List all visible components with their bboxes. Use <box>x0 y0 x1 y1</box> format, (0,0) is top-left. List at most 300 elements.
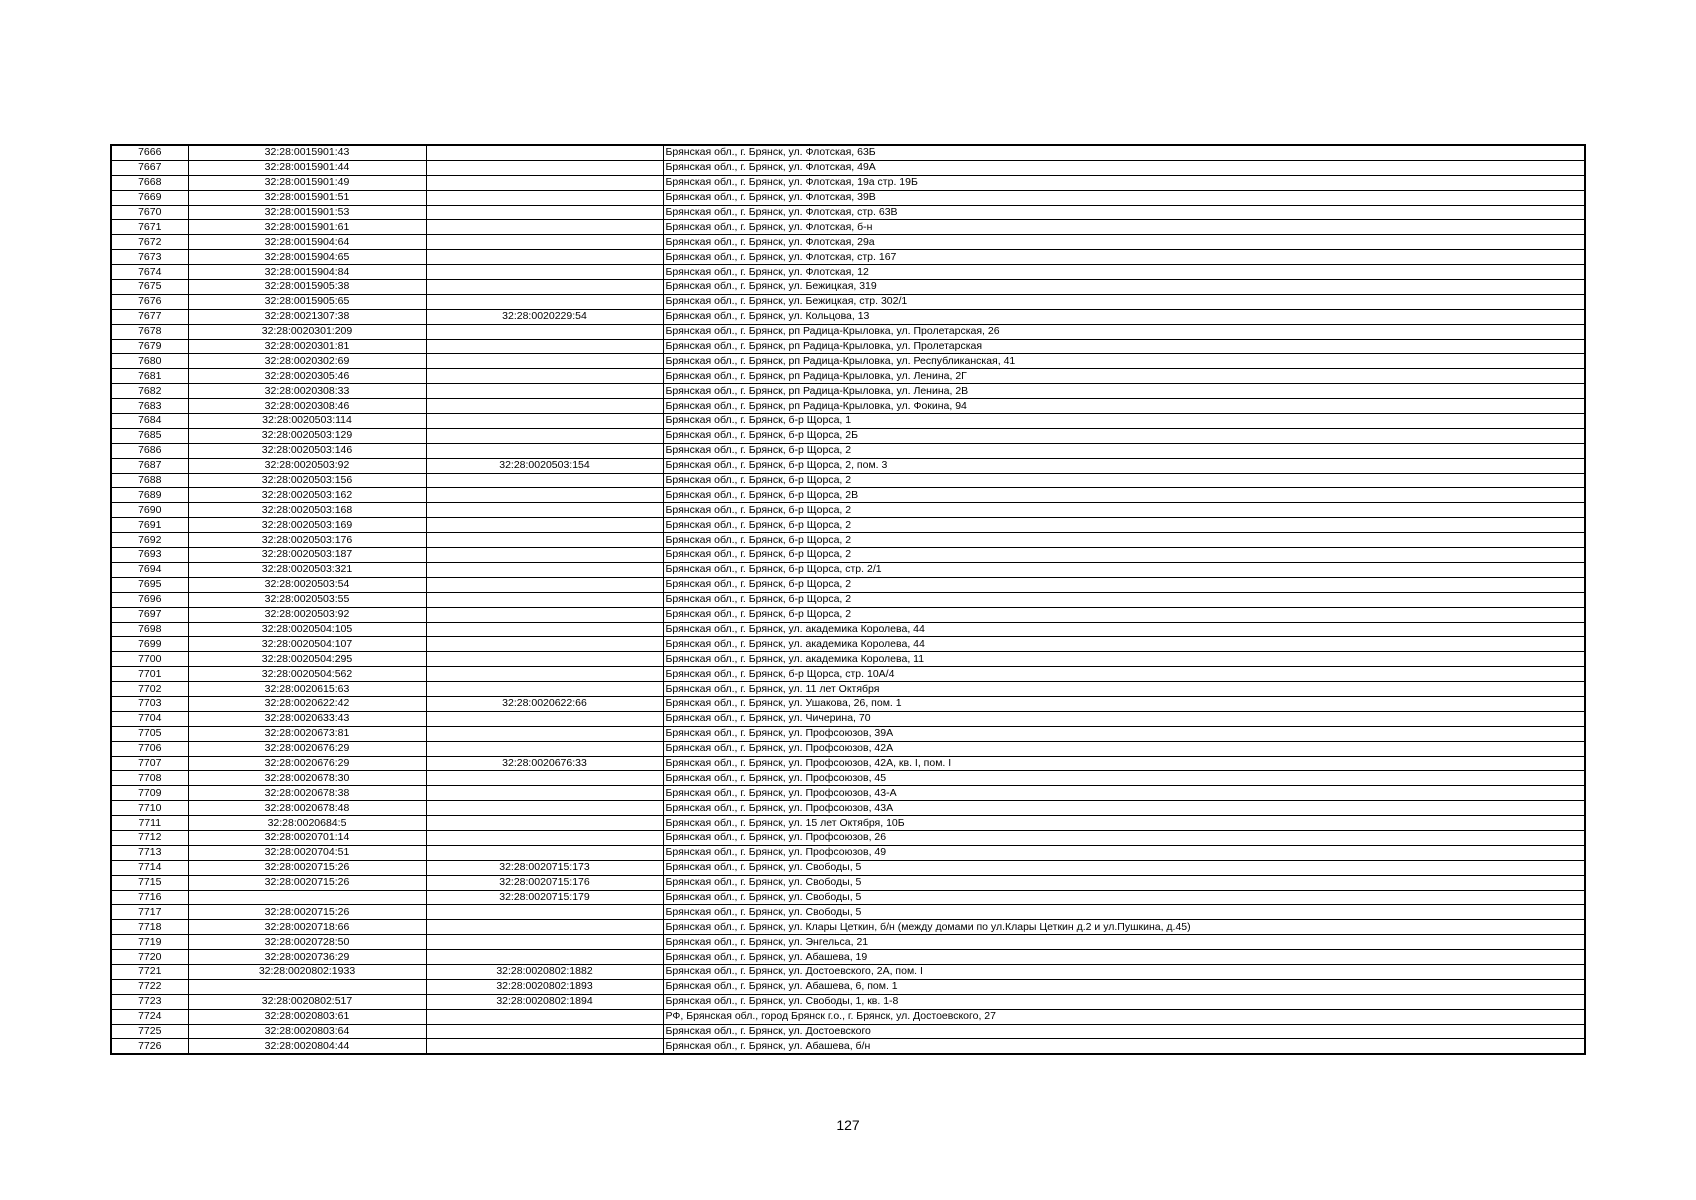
row-number-cell: 7680 <box>111 354 188 369</box>
table-row <box>111 384 1585 399</box>
row-number-cell: 7684 <box>111 414 188 429</box>
related-cadastral-number-cell <box>426 726 663 741</box>
address-cell: Брянская обл., г. Брянск, ул. Профсоюзов, 39А <box>663 726 1585 741</box>
address-cell: Брянская обл., г. Брянск, рп Радица-Крыловка, ул. Пролетарская, 26 <box>663 324 1585 339</box>
address-cell: Брянская обл., г. Брянск, ул. Достоевского, 2А, пом. I <box>663 964 1585 979</box>
address-cell: Брянская обл., г. Брянск, б-р Щорса, 2 <box>663 592 1585 607</box>
address-cell: Брянская обл., г. Брянск, рп Радица-Крыловка, ул. Ленина, 2В <box>663 384 1585 399</box>
table-row <box>111 875 1585 890</box>
row-number-cell: 7712 <box>111 830 188 845</box>
cadastral-number-cell: 32:28:0020736:29 <box>188 950 426 965</box>
related-cadastral-number-cell <box>426 250 663 265</box>
related-cadastral-number-cell <box>426 354 663 369</box>
row-number-cell: 7709 <box>111 786 188 801</box>
row-number-cell: 7722 <box>111 979 188 994</box>
table-row <box>111 548 1585 563</box>
row-number-cell: 7687 <box>111 458 188 473</box>
table-row <box>111 428 1585 443</box>
table-row <box>111 145 1585 160</box>
table-row <box>111 905 1585 920</box>
cadastral-number-cell <box>188 890 426 905</box>
row-number-cell: 7685 <box>111 428 188 443</box>
table-row <box>111 786 1585 801</box>
cadastral-number-cell: 32:28:0020615:63 <box>188 682 426 697</box>
cadastral-number-cell: 32:28:0020676:29 <box>188 756 426 771</box>
related-cadastral-number-cell <box>426 473 663 488</box>
row-number-cell: 7690 <box>111 503 188 518</box>
cadastral-number-cell: 32:28:0015901:53 <box>188 205 426 220</box>
cadastral-number-cell: 32:28:0020802:1933 <box>188 964 426 979</box>
row-number-cell: 7694 <box>111 562 188 577</box>
address-cell: Брянская обл., г. Брянск, ул. Свободы, 5 <box>663 875 1585 890</box>
row-number-cell: 7704 <box>111 711 188 726</box>
related-cadastral-number-cell <box>426 816 663 831</box>
cadastral-number-cell: 32:28:0020678:38 <box>188 786 426 801</box>
table-row <box>111 190 1585 205</box>
cadastral-number-cell <box>188 979 426 994</box>
table-row <box>111 220 1585 235</box>
table-row <box>111 369 1585 384</box>
row-number-cell: 7683 <box>111 399 188 414</box>
cadastral-number-cell: 32:28:0015905:65 <box>188 294 426 309</box>
table-row <box>111 294 1585 309</box>
address-cell: Брянская обл., г. Брянск, ул. Клары Цеткин, б/н (между домами по ул.Клары Цеткин д.2 и ул.Пушкина, д.45) <box>663 920 1585 935</box>
related-cadastral-number-cell <box>426 503 663 518</box>
related-cadastral-number-cell: 32:28:0020715:173 <box>426 860 663 875</box>
cadastral-number-cell: 32:28:0015901:51 <box>188 190 426 205</box>
cadastral-number-cell: 32:28:0021307:38 <box>188 309 426 324</box>
table-row <box>111 503 1585 518</box>
table-row <box>111 622 1585 637</box>
address-cell: Брянская обл., г. Брянск, б-р Щорса, 2 <box>663 473 1585 488</box>
cadastral-number-cell: 32:28:0020302:69 <box>188 354 426 369</box>
address-cell: Брянская обл., г. Брянск, ул. академика Королева, 44 <box>663 622 1585 637</box>
cadastral-number-cell: 32:28:0020503:129 <box>188 428 426 443</box>
cadastral-number-cell: 32:28:0020503:187 <box>188 548 426 563</box>
related-cadastral-number-cell <box>426 950 663 965</box>
cadastral-number-cell: 32:28:0020503:176 <box>188 533 426 548</box>
table-row <box>111 607 1585 622</box>
related-cadastral-number-cell <box>426 190 663 205</box>
row-number-cell: 7675 <box>111 280 188 295</box>
address-cell: Брянская обл., г. Брянск, б-р Щорса, 2 <box>663 548 1585 563</box>
cadastral-number-cell: 32:28:0020803:61 <box>188 1009 426 1024</box>
address-cell: Брянская обл., г. Брянск, ул. Профсоюзов, 42А, кв. I, пом. I <box>663 756 1585 771</box>
address-cell: Брянская обл., г. Брянск, рп Радица-Крыловка, ул. Ленина, 2Г <box>663 369 1585 384</box>
cadastral-number-cell: 32:28:0020503:146 <box>188 443 426 458</box>
row-number-cell: 7703 <box>111 696 188 711</box>
table-row <box>111 473 1585 488</box>
cadastral-number-cell: 32:28:0020728:50 <box>188 935 426 950</box>
cadastral-number-cell: 32:28:0020715:26 <box>188 875 426 890</box>
address-cell: Брянская обл., г. Брянск, ул. Абашева, 19 <box>663 950 1585 965</box>
row-number-cell: 7678 <box>111 324 188 339</box>
related-cadastral-number-cell <box>426 1039 663 1054</box>
cadastral-number-cell: 32:28:0020503:55 <box>188 592 426 607</box>
related-cadastral-number-cell <box>426 414 663 429</box>
cadastral-number-cell: 32:28:0020503:162 <box>188 488 426 503</box>
address-cell: Брянская обл., г. Брянск, ул. Профсоюзов, 42А <box>663 741 1585 756</box>
table-row <box>111 801 1585 816</box>
table-row <box>111 860 1585 875</box>
cadastral-number-cell: 32:28:0015904:64 <box>188 235 426 250</box>
address-cell: Брянская обл., г. Брянск, ул. Флотская, 19а стр. 19Б <box>663 175 1585 190</box>
cadastral-number-cell: 32:28:0020504:105 <box>188 622 426 637</box>
table-row <box>111 964 1585 979</box>
related-cadastral-number-cell <box>426 384 663 399</box>
table-row <box>111 324 1585 339</box>
related-cadastral-number-cell <box>426 280 663 295</box>
related-cadastral-number-cell <box>426 265 663 280</box>
cadastral-number-cell: 32:28:0020503:156 <box>188 473 426 488</box>
row-number-cell: 7726 <box>111 1039 188 1054</box>
address-cell: Брянская обл., г. Брянск, ул. Бежицкая, стр. 302/1 <box>663 294 1585 309</box>
cadastral-number-cell: 32:28:0015905:38 <box>188 280 426 295</box>
address-cell: Брянская обл., г. Брянск, ул. Чичерина, 70 <box>663 711 1585 726</box>
cadastral-number-cell: 32:28:0020308:33 <box>188 384 426 399</box>
cadastral-number-cell: 32:28:0020622:42 <box>188 696 426 711</box>
table-row <box>111 280 1585 295</box>
table-row <box>111 845 1585 860</box>
table-row <box>111 443 1585 458</box>
address-cell: Брянская обл., г. Брянск, ул. 15 лет Октября, 10Б <box>663 816 1585 831</box>
table-row <box>111 950 1585 965</box>
address-cell: Брянская обл., г. Брянск, ул. Флотская, б-н <box>663 220 1585 235</box>
related-cadastral-number-cell <box>426 235 663 250</box>
row-number-cell: 7718 <box>111 920 188 935</box>
row-number-cell: 7688 <box>111 473 188 488</box>
row-number-cell: 7723 <box>111 994 188 1009</box>
cadastral-number-cell: 32:28:0020301:209 <box>188 324 426 339</box>
cadastral-number-cell: 32:28:0020678:30 <box>188 771 426 786</box>
table-row <box>111 488 1585 503</box>
row-number-cell: 7705 <box>111 726 188 741</box>
address-cell: Брянская обл., г. Брянск, ул. Флотская, 12 <box>663 265 1585 280</box>
address-cell: Брянская обл., г. Брянск, ул. Профсоюзов, 43А <box>663 801 1585 816</box>
cadastral-number-cell: 32:28:0020718:66 <box>188 920 426 935</box>
related-cadastral-number-cell <box>426 592 663 607</box>
row-number-cell: 7707 <box>111 756 188 771</box>
related-cadastral-number-cell: 32:28:0020715:179 <box>426 890 663 905</box>
table-row <box>111 741 1585 756</box>
table-row <box>111 711 1585 726</box>
table-row <box>111 339 1585 354</box>
row-number-cell: 7724 <box>111 1009 188 1024</box>
related-cadastral-number-cell <box>426 920 663 935</box>
related-cadastral-number-cell: 32:28:0020622:66 <box>426 696 663 711</box>
address-cell: Брянская обл., г. Брянск, б-р Щорса, 1 <box>663 414 1585 429</box>
row-number-cell: 7725 <box>111 1024 188 1039</box>
row-number-cell: 7674 <box>111 265 188 280</box>
table-row <box>111 1024 1585 1039</box>
cadastral-number-cell: 32:28:0020673:81 <box>188 726 426 741</box>
cadastral-number-cell: 32:28:0020503:92 <box>188 607 426 622</box>
related-cadastral-number-cell <box>426 488 663 503</box>
row-number-cell: 7693 <box>111 548 188 563</box>
table-row <box>111 682 1585 697</box>
related-cadastral-number-cell <box>426 205 663 220</box>
row-number-cell: 7719 <box>111 935 188 950</box>
table-row <box>111 890 1585 905</box>
row-number-cell: 7696 <box>111 592 188 607</box>
address-cell: Брянская обл., г. Брянск, ул. Достоевского <box>663 1024 1585 1039</box>
cadastral-number-cell: 32:28:0020301:81 <box>188 339 426 354</box>
address-cell: Брянская обл., г. Брянск, ул. Флотская, 29а <box>663 235 1585 250</box>
cadastral-number-cell: 32:28:0020633:43 <box>188 711 426 726</box>
related-cadastral-number-cell <box>426 369 663 384</box>
related-cadastral-number-cell <box>426 220 663 235</box>
table-row <box>111 830 1585 845</box>
row-number-cell: 7667 <box>111 160 188 175</box>
related-cadastral-number-cell <box>426 339 663 354</box>
table-row <box>111 265 1585 280</box>
address-cell: Брянская обл., г. Брянск, б-р Щорса, 2 <box>663 577 1585 592</box>
related-cadastral-number-cell <box>426 324 663 339</box>
related-cadastral-number-cell: 32:28:0020676:33 <box>426 756 663 771</box>
row-number-cell: 7670 <box>111 205 188 220</box>
address-cell: Брянская обл., г. Брянск, б-р Щорса, 2 <box>663 518 1585 533</box>
table-row <box>111 592 1585 607</box>
address-cell: Брянская обл., г. Брянск, ул. Профсоюзов, 49 <box>663 845 1585 860</box>
row-number-cell: 7716 <box>111 890 188 905</box>
row-number-cell: 7702 <box>111 682 188 697</box>
row-number-cell: 7711 <box>111 816 188 831</box>
address-cell: Брянская обл., г. Брянск, б-р Щорса, 2 <box>663 533 1585 548</box>
cadastral-number-cell: 32:28:0020503:321 <box>188 562 426 577</box>
cadastral-number-cell: 32:28:0020503:54 <box>188 577 426 592</box>
related-cadastral-number-cell <box>426 294 663 309</box>
page-number: 127 <box>836 1117 860 1133</box>
table-row <box>111 250 1585 265</box>
address-cell: Брянская обл., г. Брянск, ул. Кольцова, 13 <box>663 309 1585 324</box>
cadastral-number-cell: 32:28:0015901:44 <box>188 160 426 175</box>
row-number-cell: 7698 <box>111 622 188 637</box>
row-number-cell: 7668 <box>111 175 188 190</box>
address-cell: Брянская обл., г. Брянск, ул. Свободы, 5 <box>663 860 1585 875</box>
cadastral-number-cell: 32:28:0020803:64 <box>188 1024 426 1039</box>
table-row <box>111 518 1585 533</box>
table-row <box>111 1039 1585 1054</box>
table-row <box>111 979 1585 994</box>
row-number-cell: 7669 <box>111 190 188 205</box>
table-row <box>111 920 1585 935</box>
related-cadastral-number-cell <box>426 443 663 458</box>
row-number-cell: 7700 <box>111 652 188 667</box>
related-cadastral-number-cell <box>426 637 663 652</box>
table-row <box>111 994 1585 1009</box>
related-cadastral-number-cell <box>426 577 663 592</box>
related-cadastral-number-cell <box>426 145 663 160</box>
related-cadastral-number-cell <box>426 175 663 190</box>
related-cadastral-number-cell <box>426 1024 663 1039</box>
related-cadastral-number-cell <box>426 741 663 756</box>
cadastral-number-cell: 32:28:0020504:107 <box>188 637 426 652</box>
table-row <box>111 652 1585 667</box>
table-row <box>111 458 1585 473</box>
table-row <box>111 756 1585 771</box>
cadastral-number-cell: 32:28:0020678:48 <box>188 801 426 816</box>
related-cadastral-number-cell <box>426 607 663 622</box>
address-cell: Брянская обл., г. Брянск, ул. Бежицкая, 319 <box>663 280 1585 295</box>
related-cadastral-number-cell <box>426 399 663 414</box>
related-cadastral-number-cell <box>426 622 663 637</box>
row-number-cell: 7715 <box>111 875 188 890</box>
table-row <box>111 771 1585 786</box>
related-cadastral-number-cell <box>426 801 663 816</box>
address-cell: Брянская обл., г. Брянск, ул. 11 лет Октября <box>663 682 1585 697</box>
address-cell: Брянская обл., г. Брянск, ул. Профсоюзов, 45 <box>663 771 1585 786</box>
address-cell: Брянская обл., г. Брянск, ул. академика Королева, 11 <box>663 652 1585 667</box>
table-row <box>111 637 1585 652</box>
table-row <box>111 816 1585 831</box>
related-cadastral-number-cell <box>426 667 663 682</box>
related-cadastral-number-cell <box>426 652 663 667</box>
address-cell: Брянская обл., г. Брянск, ул. Флотская, 63Б <box>663 145 1585 160</box>
table-row <box>111 235 1585 250</box>
table-row <box>111 726 1585 741</box>
row-number-cell: 7701 <box>111 667 188 682</box>
related-cadastral-number-cell: 32:28:0020715:176 <box>426 875 663 890</box>
related-cadastral-number-cell <box>426 682 663 697</box>
row-number-cell: 7717 <box>111 905 188 920</box>
row-number-cell: 7695 <box>111 577 188 592</box>
related-cadastral-number-cell: 32:28:0020802:1894 <box>426 994 663 1009</box>
cadastral-number-cell: 32:28:0020308:46 <box>188 399 426 414</box>
row-number-cell: 7691 <box>111 518 188 533</box>
address-cell: Брянская обл., г. Брянск, ул. Профсоюзов, 43-А <box>663 786 1585 801</box>
cadastral-number-cell: 32:28:0020503:169 <box>188 518 426 533</box>
address-cell: Брянская обл., г. Брянск, ул. Ушакова, 26, пом. 1 <box>663 696 1585 711</box>
related-cadastral-number-cell <box>426 786 663 801</box>
cadastral-number-cell: 32:28:0020684:5 <box>188 816 426 831</box>
related-cadastral-number-cell <box>426 562 663 577</box>
row-number-cell: 7682 <box>111 384 188 399</box>
address-cell: Брянская обл., г. Брянск, б-р Щорса, 2 <box>663 503 1585 518</box>
address-cell: Брянская обл., г. Брянск, б-р Щорса, 2 <box>663 607 1585 622</box>
address-cell: Брянская обл., г. Брянск, рп Радица-Крыловка, ул. Пролетарская <box>663 339 1585 354</box>
cadastral-number-cell: 32:28:0015904:65 <box>188 250 426 265</box>
cadastral-number-cell: 32:28:0015901:49 <box>188 175 426 190</box>
address-cell: Брянская обл., г. Брянск, ул. Свободы, 5 <box>663 905 1585 920</box>
related-cadastral-number-cell <box>426 548 663 563</box>
cadastral-number-cell: 32:28:0015904:84 <box>188 265 426 280</box>
cadastral-number-cell: 32:28:0020504:295 <box>188 652 426 667</box>
cadastral-number-cell: 32:28:0020503:92 <box>188 458 426 473</box>
table-row <box>111 354 1585 369</box>
address-cell: Брянская обл., г. Брянск, ул. Абашева, 6, пом. 1 <box>663 979 1585 994</box>
address-cell: Брянская обл., г. Брянск, рп Радица-Крыловка, ул. Фокина, 94 <box>663 399 1585 414</box>
table-row <box>111 205 1585 220</box>
related-cadastral-number-cell <box>426 160 663 175</box>
row-number-cell: 7710 <box>111 801 188 816</box>
row-number-cell: 7677 <box>111 309 188 324</box>
cadastral-number-cell: 32:28:0020704:51 <box>188 845 426 860</box>
table-row <box>111 175 1585 190</box>
cadastral-number-cell: 32:28:0020715:26 <box>188 905 426 920</box>
cadastral-number-cell: 32:28:0020715:26 <box>188 860 426 875</box>
related-cadastral-number-cell <box>426 533 663 548</box>
row-number-cell: 7671 <box>111 220 188 235</box>
address-cell: Брянская обл., г. Брянск, б-р Щорса, 2 <box>663 443 1585 458</box>
related-cadastral-number-cell <box>426 428 663 443</box>
address-cell: Брянская обл., г. Брянск, б-р Щорса, стр. 10А/4 <box>663 667 1585 682</box>
related-cadastral-number-cell: 32:28:0020503:154 <box>426 458 663 473</box>
cadastral-number-cell: 32:28:0020676:29 <box>188 741 426 756</box>
table-row <box>111 160 1585 175</box>
cadastral-number-cell: 32:28:0020804:44 <box>188 1039 426 1054</box>
registry-table <box>110 144 1586 1055</box>
row-number-cell: 7689 <box>111 488 188 503</box>
row-number-cell: 7708 <box>111 771 188 786</box>
table-row <box>111 533 1585 548</box>
table-row <box>111 667 1585 682</box>
address-cell: Брянская обл., г. Брянск, ул. Свободы, 1, кв. 1-8 <box>663 994 1585 1009</box>
address-cell: Брянская обл., г. Брянск, б-р Щорса, 2, пом. 3 <box>663 458 1585 473</box>
related-cadastral-number-cell <box>426 905 663 920</box>
registry-table-body <box>111 145 1585 1054</box>
row-number-cell: 7713 <box>111 845 188 860</box>
address-cell: Брянская обл., г. Брянск, ул. Флотская, 49А <box>663 160 1585 175</box>
related-cadastral-number-cell <box>426 935 663 950</box>
address-cell: Брянская обл., г. Брянск, ул. Свободы, 5 <box>663 890 1585 905</box>
cadastral-number-cell: 32:28:0020503:114 <box>188 414 426 429</box>
row-number-cell: 7673 <box>111 250 188 265</box>
table-row <box>111 309 1585 324</box>
address-cell: Брянская обл., г. Брянск, ул. Флотская, стр. 167 <box>663 250 1585 265</box>
table-row <box>111 399 1585 414</box>
related-cadastral-number-cell <box>426 1009 663 1024</box>
row-number-cell: 7686 <box>111 443 188 458</box>
cadastral-number-cell: 32:28:0020503:168 <box>188 503 426 518</box>
table-row <box>111 562 1585 577</box>
row-number-cell: 7720 <box>111 950 188 965</box>
related-cadastral-number-cell <box>426 830 663 845</box>
table-row <box>111 414 1585 429</box>
address-cell: Брянская обл., г. Брянск, рп Радица-Крыловка, ул. Республиканская, 41 <box>663 354 1585 369</box>
related-cadastral-number-cell <box>426 518 663 533</box>
table-row <box>111 1009 1585 1024</box>
row-number-cell: 7692 <box>111 533 188 548</box>
cadastral-number-cell: 32:28:0020305:46 <box>188 369 426 384</box>
address-cell: Брянская обл., г. Брянск, б-р Щорса, 2Б <box>663 428 1585 443</box>
row-number-cell: 7679 <box>111 339 188 354</box>
address-cell: РФ, Брянская обл., город Брянск г.о., г. Брянск, ул. Достоевского, 27 <box>663 1009 1585 1024</box>
row-number-cell: 7697 <box>111 607 188 622</box>
address-cell: Брянская обл., г. Брянск, ул. академика Королева, 44 <box>663 637 1585 652</box>
related-cadastral-number-cell: 32:28:0020229:54 <box>426 309 663 324</box>
cadastral-number-cell: 32:28:0020802:517 <box>188 994 426 1009</box>
related-cadastral-number-cell <box>426 771 663 786</box>
cadastral-number-cell: 32:28:0020504:562 <box>188 667 426 682</box>
related-cadastral-number-cell: 32:28:0020802:1882 <box>426 964 663 979</box>
table-row <box>111 696 1585 711</box>
row-number-cell: 7714 <box>111 860 188 875</box>
row-number-cell: 7699 <box>111 637 188 652</box>
address-cell: Брянская обл., г. Брянск, ул. Абашева, б/н <box>663 1039 1585 1054</box>
row-number-cell: 7721 <box>111 964 188 979</box>
row-number-cell: 7681 <box>111 369 188 384</box>
row-number-cell: 7676 <box>111 294 188 309</box>
address-cell: Брянская обл., г. Брянск, б-р Щорса, стр. 2/1 <box>663 562 1585 577</box>
address-cell: Брянская обл., г. Брянск, ул. Флотская, 39В <box>663 190 1585 205</box>
row-number-cell: 7666 <box>111 145 188 160</box>
related-cadastral-number-cell <box>426 711 663 726</box>
address-cell: Брянская обл., г. Брянск, ул. Энгельса, 21 <box>663 935 1585 950</box>
table-row <box>111 935 1585 950</box>
cadastral-number-cell: 32:28:0015901:61 <box>188 220 426 235</box>
cadastral-number-cell: 32:28:0015901:43 <box>188 145 426 160</box>
related-cadastral-number-cell <box>426 845 663 860</box>
